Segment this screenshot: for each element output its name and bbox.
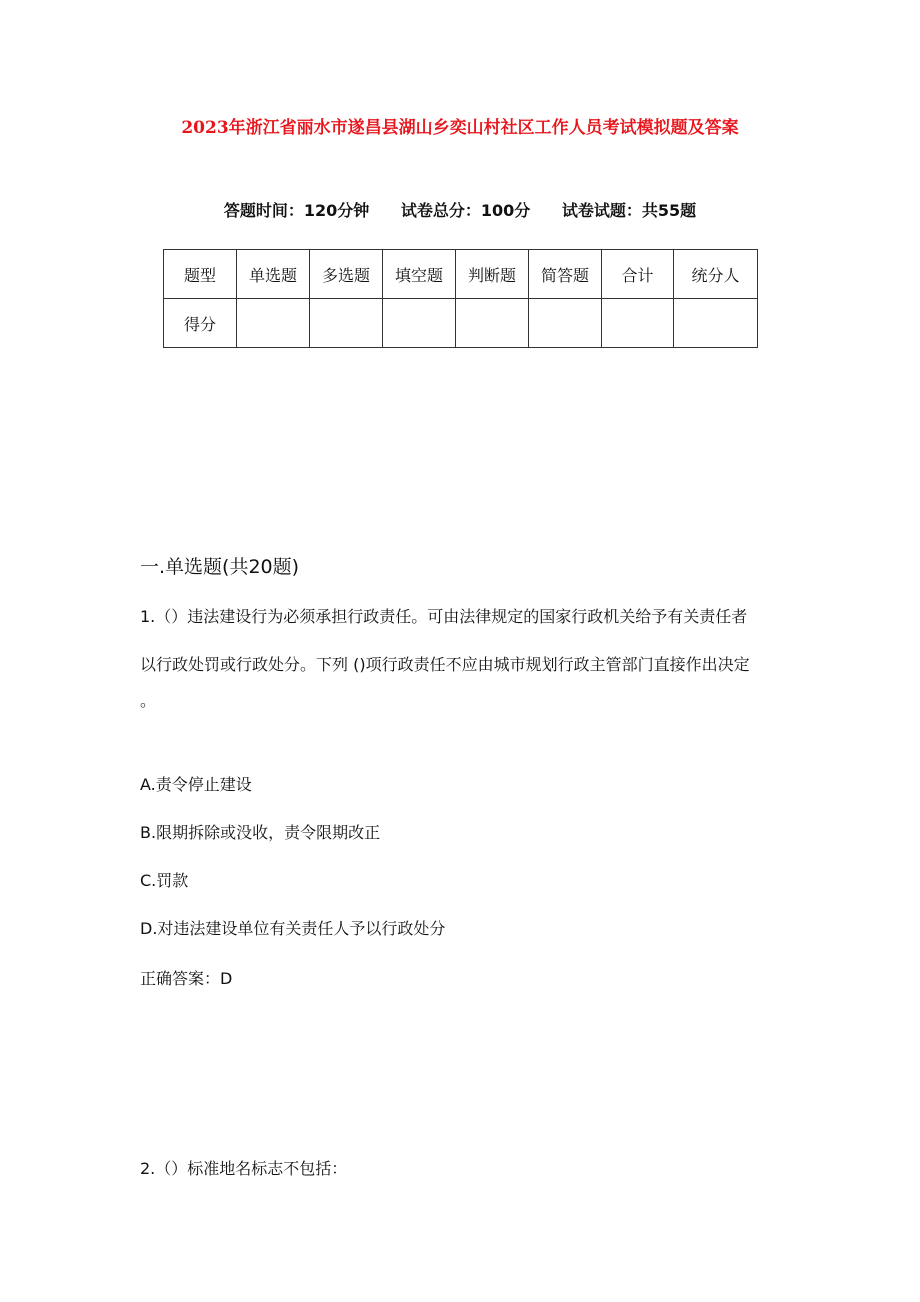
score-cell [456, 299, 529, 348]
question-1-line-2: 以行政处罚或行政处分。下列 ()项行政责任不应由城市规划行政主管部门直接作出决定 [140, 655, 750, 674]
score-cell [383, 299, 456, 348]
score-cell [237, 299, 310, 348]
table-header: 统分人 [674, 250, 758, 299]
exam-total-score: 试卷总分：100分 [400, 201, 531, 220]
question-2-line-1: 2.（）标准地名标志不包括： [140, 1159, 348, 1178]
question-1-line-3: 。 [140, 691, 157, 710]
exam-time: 答题时间：120分钟 [223, 201, 370, 220]
score-table-header-row [164, 250, 758, 299]
score-cell [602, 299, 674, 348]
score-cell [674, 299, 758, 348]
document-title: 2023年浙江省丽水市遂昌县湖山乡奕山村社区工作人员考试模拟题及答案 [181, 118, 739, 138]
option-a: A.责令停止建设 [140, 775, 252, 794]
table-header: 题型 [164, 250, 237, 299]
section-heading: 一.单选题(共20题) [140, 556, 300, 578]
exam-question-count: 试卷试题：共55题 [561, 201, 697, 220]
score-cell [529, 299, 602, 348]
score-table [163, 249, 758, 348]
table-header: 单选题 [237, 250, 310, 299]
table-header: 简答题 [529, 250, 602, 299]
exam-info [0, 198, 920, 221]
option-d: D.对违法建设单位有关责任人予以行政处分 [140, 919, 446, 938]
option-c: C.罚款 [140, 871, 189, 890]
table-header: 多选题 [310, 250, 383, 299]
question-1-line-1: 1.（）违法建设行为必须承担行政责任。可由法律规定的国家行政机关给予有关责任者 [140, 607, 748, 626]
row-label: 得分 [164, 299, 237, 348]
option-b: B.限期拆除或没收，责令限期改正 [140, 823, 381, 842]
score-table-row [164, 299, 758, 348]
answer: 正确答案：D [140, 969, 233, 988]
table-header: 填空题 [383, 250, 456, 299]
score-cell [310, 299, 383, 348]
table-header: 合计 [602, 250, 674, 299]
table-header: 判断题 [456, 250, 529, 299]
